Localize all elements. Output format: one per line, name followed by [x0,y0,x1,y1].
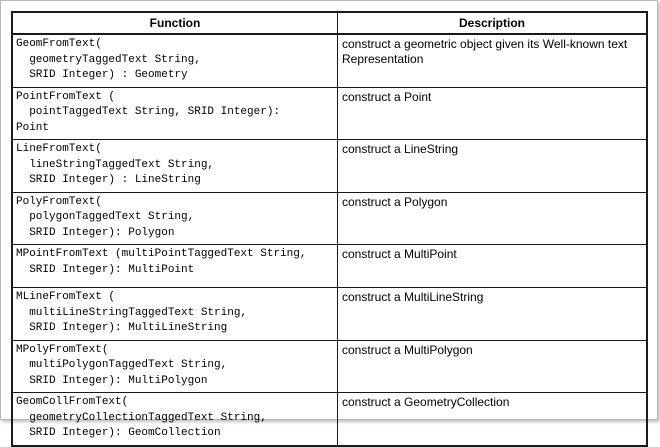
table-row [12,340,647,393]
function-description: construct a MultiLineString [338,288,648,341]
function-description: construct a geometric object given its Well-known text Representation [338,34,648,87]
function-description: construct a Polygon [338,192,648,245]
table-row [12,140,647,193]
function-column-header: Function [12,12,338,34]
function-signature: GeomFromText( geometryTaggedText String, SRID Integer) : Geometry [12,34,338,87]
function-signature: MLineFromText ( multiLineStringTaggedText String, SRID Integer): MultiLineString [12,288,338,341]
function-description: construct a MultiPolygon [338,340,648,393]
table-row [12,34,647,87]
function-signature: GeomCollFromText( geometryCollectionTaggedText String, SRID Integer): GeomCollection [12,393,338,446]
function-signature: MPolyFromText( multiPolygonTaggedText String, SRID Integer): MultiPolygon [12,340,338,393]
function-description: construct a Point [338,87,648,140]
table-row [12,393,647,446]
function-description: construct a GeometryCollection [338,393,648,446]
table-row [12,192,647,245]
function-signature: PolyFromText( polygonTaggedText String, SRID Integer): Polygon [12,192,338,245]
table-row [12,245,647,288]
function-table [11,11,648,447]
function-signature: PointFromText ( pointTaggedText String, SRID Integer): Point [12,87,338,140]
function-description: construct a MultiPoint [338,245,648,288]
function-signature: MPointFromText (multiPointTaggedText String, SRID Integer): MultiPoint [12,245,338,288]
function-description: construct a LineString [338,140,648,193]
header-row [12,12,647,34]
table-row [12,288,647,341]
table-row [12,87,647,140]
description-column-header: Description [338,12,648,34]
function-signature: LineFromText( lineStringTaggedText String, SRID Integer) : LineString [12,140,338,193]
